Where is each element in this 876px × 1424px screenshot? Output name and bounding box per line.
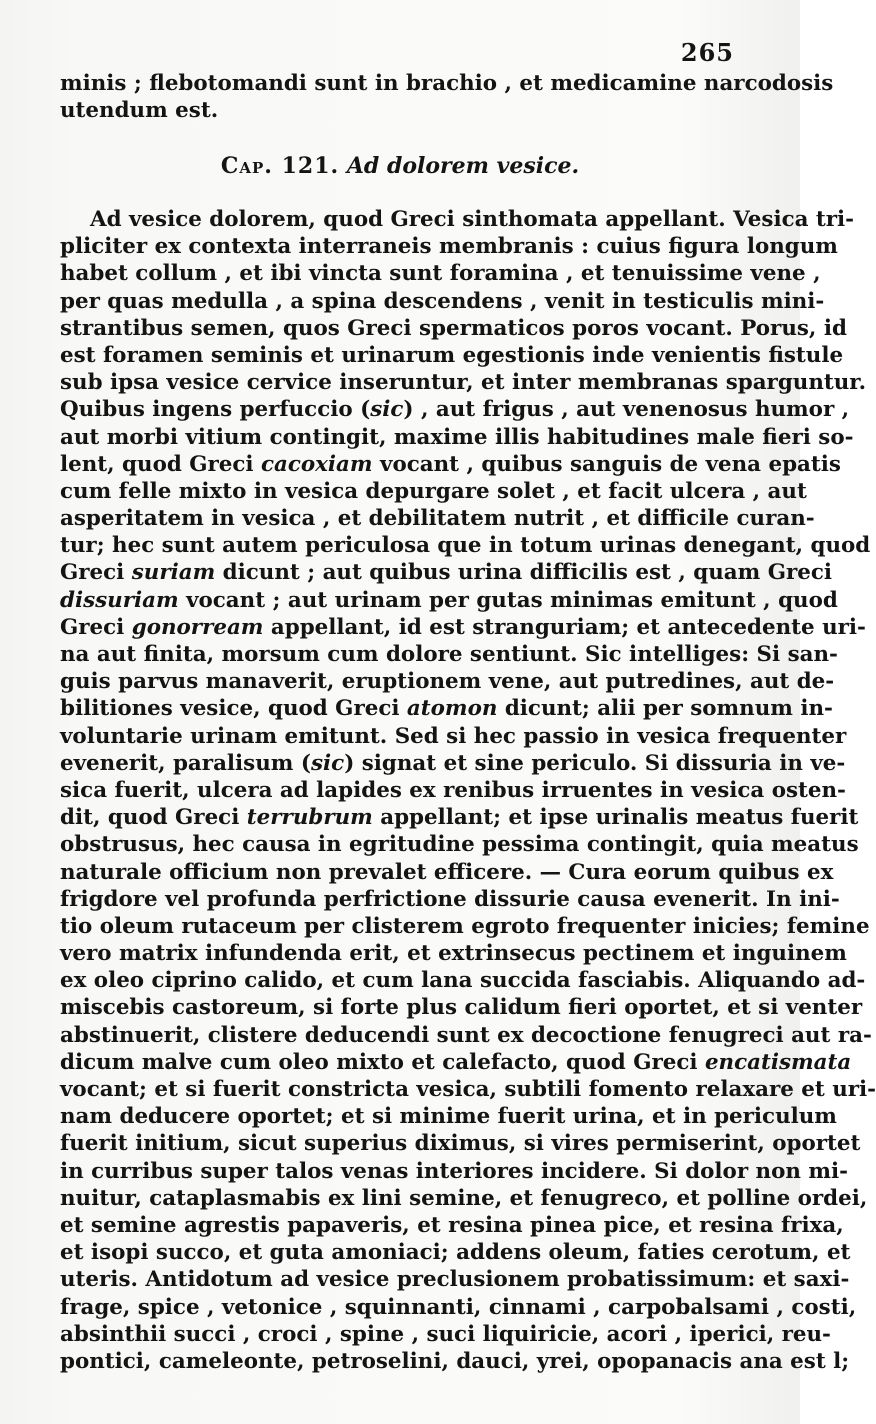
text-segment: obstrusus, hec causa in egritudine pessima contingit, quia meatus	[60, 832, 859, 858]
italic-term: sic	[370, 397, 404, 423]
text-line	[60, 614, 866, 641]
text-line	[60, 478, 807, 505]
text-line	[60, 831, 859, 858]
text-segment: vocant ; aut urinam per gutas minimas emitunt , quod	[178, 587, 838, 613]
text-segment: habet collum , et ibi vincta sunt foramina , et tenuissime vene ,	[60, 261, 821, 287]
text-line	[60, 777, 846, 804]
text-line	[60, 342, 844, 369]
text-line	[60, 315, 847, 342]
text-segment: asperitatem in vesica , et debilitatem nutrit , et difficile curan-	[60, 506, 815, 532]
text-line	[60, 532, 871, 559]
italic-term: terrubrum	[246, 805, 373, 831]
text-segment: in curribus super talos venas interiores incidere. Si dolor non mi-	[60, 1158, 848, 1184]
text-segment: per quas medulla , a spina descendens , venit in testiculis mini-	[60, 288, 825, 314]
text-segment: miscebis castoreum, si forte plus calidum fieri oportet, et si venter	[60, 995, 863, 1021]
italic-term: encatismata	[704, 1049, 852, 1075]
text-line	[60, 70, 834, 97]
text-segment: cum felle mixto in vesica depurgare solet , et facit ulcera , aut	[60, 478, 807, 504]
text-segment: nuitur, cataplasmabis ex lini semine, et fenugreco, et polline ordei,	[60, 1185, 868, 1211]
text-segment: dicunt ; aut quibus urina difficilis est , quam Greci	[215, 560, 833, 586]
text-line	[60, 1266, 850, 1293]
text-segment: nam deducere oportet; et si minime fuerit urina, et in periculum	[60, 1104, 837, 1130]
text-segment: ex oleo ciprino calido, et cum lana succida fasciabis. Aliquando ad-	[60, 968, 866, 994]
text-segment: dit, quod Greci	[60, 805, 247, 831]
text-segment: Greci	[60, 614, 132, 640]
text-line	[60, 587, 838, 614]
text-segment: aut morbi vitium contingit, maxime illis habitudines male fieri so-	[60, 424, 854, 450]
text-line	[60, 451, 841, 478]
intro-paragraph	[60, 70, 834, 124]
text-line	[60, 913, 870, 940]
text-line	[60, 505, 815, 532]
text-line	[60, 559, 833, 586]
text-segment: uteris. Antidotum ad vesice preclusionem probatissimum: et saxi-	[60, 1267, 850, 1293]
text-segment: guis parvus manaverit, eruptionem vene, aut putredines, aut de-	[60, 669, 835, 695]
text-line	[60, 668, 835, 695]
text-line	[60, 1022, 872, 1049]
text-segment: fuerit initium, sicut superius diximus, si vires permiserint, oportet	[60, 1131, 861, 1157]
text-segment: sub ipsa vesice cervice inseruntur, et inter membranas sparguntur.	[60, 370, 867, 396]
italic-term: suriam	[131, 560, 216, 586]
text-segment: minis ; flebotomandi sunt in brachio , et medicamine narcodosis	[60, 71, 834, 96]
text-segment: na aut finita, morsum cum dolore sentiunt. Sic intelliges: Si san-	[60, 642, 838, 667]
text-line	[60, 424, 854, 451]
text-segment: ) signat et sine periculo. Si dissuria in ve-	[344, 750, 846, 776]
text-segment: et isopi succo, et guta amoniaci; addens oleum, faties cerotum, et	[60, 1240, 851, 1266]
text-line	[60, 1049, 852, 1076]
text-line	[60, 396, 850, 423]
italic-term: atomon	[406, 696, 498, 722]
text-segment: strantibus semen, quos Greci spermaticos poros vocant. Porus, id	[60, 315, 847, 341]
text-line	[60, 1103, 837, 1130]
text-line	[60, 723, 847, 750]
text-segment: vocant , quibus sanguis de vena epatis	[372, 451, 841, 477]
text-line	[60, 1158, 848, 1185]
text-segment: appellant; et ipse urinalis meatus fuerit	[372, 805, 859, 831]
text-segment: Ad vesice dolorem, quod Greci sinthomata appellant. Vesica tri-	[90, 207, 855, 232]
text-segment: dicum malve cum oleo mixto et calefacto, quod Greci	[60, 1049, 705, 1075]
text-line	[60, 940, 847, 967]
text-segment: vero matrix infundenda erit, et extrinsecus pectinem et inguinem	[60, 941, 847, 967]
text-segment: ) , aut frigus , aut venenosus humor ,	[403, 397, 850, 423]
text-segment: pliciter ex contexta interraneis membranis : cuius figura longum	[60, 234, 838, 260]
text-segment: evenerit, paralisum (	[60, 750, 311, 776]
text-segment: naturale officium non prevalet efficere. — Cura eorum quibus ex	[60, 859, 834, 885]
text-line	[60, 967, 866, 994]
text-segment: tur; hec sunt autem periculosa que in totum urinas denegant, quod	[60, 533, 871, 559]
italic-term: gonorream	[131, 614, 264, 640]
text-segment: Greci	[60, 560, 132, 586]
text-segment: dicunt; alii per somnum in-	[497, 696, 833, 722]
text-segment: abstinuerit, clistere deducendi sunt ex decoctione fenugreci aut ra-	[60, 1022, 872, 1048]
text-segment: est foramen seminis et urinarum egestionis inde venientis fistule	[60, 342, 844, 368]
text-line	[60, 1076, 876, 1103]
text-line	[60, 1212, 844, 1239]
page-number: 265	[680, 38, 734, 67]
text-line	[60, 1239, 851, 1266]
text-line	[60, 288, 825, 315]
text-segment: frage, spice , vetonice , squinnanti, cinnami , carpobalsami , costi,	[60, 1294, 857, 1320]
text-segment: bilitiones vesice, quod Greci	[60, 696, 407, 722]
text-line	[60, 233, 838, 260]
text-segment: frigdore vel profunda perfrictione dissurie causa evenerit. In ini-	[60, 886, 840, 912]
italic-term: dissuriam	[60, 587, 179, 613]
text-line	[60, 1130, 861, 1157]
text-line	[60, 369, 867, 396]
text-line	[60, 1348, 850, 1375]
text-line	[60, 695, 833, 722]
text-segment: utendum est.	[60, 98, 219, 124]
text-segment: Quibus ingens perfuccio (	[60, 397, 371, 423]
italic-term: cacoxiam	[261, 451, 373, 477]
text-line	[60, 1321, 831, 1348]
text-line	[60, 886, 840, 913]
text-line	[60, 1294, 857, 1321]
italic-term: sic	[310, 750, 345, 776]
text-segment: sica fuerit, ulcera ad lapides ex renibus irruentes in vesica osten-	[60, 777, 846, 803]
chapter-heading	[0, 153, 800, 179]
text-line	[60, 750, 846, 777]
text-line	[60, 641, 838, 668]
text-line	[60, 994, 863, 1021]
text-segment: et semine agrestis papaveris, et resina pinea pice, et resina frixa,	[60, 1212, 844, 1238]
text-line	[60, 859, 834, 886]
chapter-title: Ad dolorem vesice.	[346, 153, 580, 179]
text-line	[60, 206, 855, 233]
text-segment: absinthii succi , croci , spine , suci liquiricie, acori , iperici, reu-	[60, 1321, 831, 1347]
text-segment: voluntarie urinam emitunt. Sed si hec passio in vesica frequenter	[60, 723, 847, 749]
chapter-label: Cap. 121.	[220, 153, 340, 179]
text-line	[60, 97, 750, 124]
text-segment: appellant, id est stranguriam; et antecedente uri-	[263, 614, 866, 640]
text-line	[60, 1185, 868, 1212]
text-segment: pontici, cameleonte, petroselini, dauci, yrei, opopanacis ana est l;	[60, 1348, 850, 1374]
chapter-body	[60, 206, 876, 1375]
text-segment: tio oleum rutaceum per clisterem egroto frequenter inicies; femine	[60, 913, 870, 939]
text-segment: lent, quod Greci	[60, 451, 261, 477]
text-segment: vocant; et si fuerit constricta vesica, subtili fomento relaxare et uri-	[60, 1077, 876, 1102]
text-line	[60, 804, 859, 831]
text-line	[60, 260, 821, 287]
